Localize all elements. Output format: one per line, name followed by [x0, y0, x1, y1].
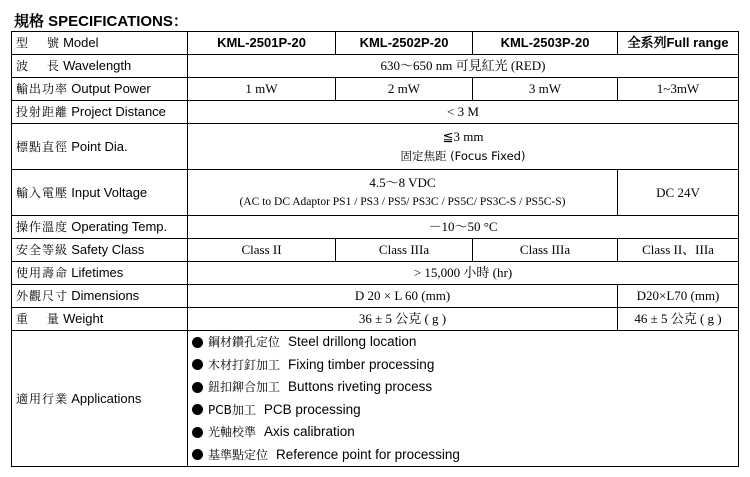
- model-1: KML-2501P-20: [188, 32, 336, 55]
- safety-class-full: Class II、IIIa: [618, 239, 739, 262]
- application-item: 基準點定位 Reference point for processing: [192, 444, 734, 467]
- model-3: KML-2503P-20: [473, 32, 618, 55]
- project-distance-value: < 3 M: [188, 101, 739, 124]
- application-item: 鈕扣鉚合加工 Buttons riveting process: [192, 376, 734, 399]
- row-dimensions: [12, 285, 739, 308]
- row-weight: [12, 308, 739, 331]
- row-applications: [12, 331, 739, 467]
- label-lifetimes: 使用壽命 Lifetimes: [12, 262, 188, 285]
- input-voltage-adaptors: (AC to DC Adaptor PS1 / PS3 / PS5/ PS3C / PS5C/ PS3C-S / PS5C-S): [239, 196, 566, 209]
- bullet-icon: [192, 404, 203, 415]
- output-power-1: 1 mW: [188, 78, 336, 101]
- row-point-dia: [12, 124, 739, 170]
- label-weight: 重 量 Weight: [12, 308, 188, 331]
- label-wavelength: 波 長 Wavelength: [12, 55, 188, 78]
- point-dia-size: ≦3 mm: [442, 128, 484, 144]
- input-voltage-value: [188, 170, 618, 216]
- row-safety-class: [12, 239, 739, 262]
- dimensions-full: D20×L70 (mm): [618, 285, 739, 308]
- output-power-3: 3 mW: [473, 78, 618, 101]
- wavelength-value: 630～650 nm 可見紅光 (RED): [188, 55, 739, 78]
- bullet-icon: [192, 382, 203, 393]
- bullet-icon: [192, 359, 203, 370]
- row-project-distance: [12, 101, 739, 124]
- label-safety-class: 安全等級 Safety Class: [12, 239, 188, 262]
- row-operating-temp: [12, 216, 739, 239]
- output-power-full: 1~3mW: [618, 78, 739, 101]
- label-point-dia: 標點直徑 Point Dia.: [12, 124, 188, 170]
- row-model: [12, 32, 739, 55]
- safety-class-3: Class IIIa: [473, 239, 618, 262]
- label-operating-temp: 操作溫度 Operating Temp.: [12, 216, 188, 239]
- safety-class-1: Class II: [188, 239, 336, 262]
- point-dia-focus: 固定焦距 (Focus Fixed): [400, 149, 526, 164]
- application-item: PCB加工 PCB processing: [192, 399, 734, 422]
- label-applications: 適用行業 Applications: [12, 331, 188, 467]
- operating-temp-value: －10～50 °C: [188, 216, 739, 239]
- dimensions-value: D 20 × L 60 (mm): [188, 285, 618, 308]
- page-title: 規格 SPECIFICATIONS：: [14, 13, 188, 30]
- row-lifetimes: [12, 262, 739, 285]
- application-item: 鋼材鑽孔定位 Steel drillong location: [192, 331, 734, 354]
- model-full-range: 全系列Full range: [618, 32, 739, 55]
- row-wavelength: [12, 55, 739, 78]
- weight-full: 46 ± 5 公克 ( g ): [618, 308, 739, 331]
- specifications-table: [11, 31, 739, 467]
- application-item: 光軸校準 Axis calibration: [192, 421, 734, 444]
- lifetimes-value: > 15,000 小時 (hr): [188, 262, 739, 285]
- applications-list: [188, 331, 739, 467]
- model-2: KML-2502P-20: [336, 32, 473, 55]
- row-input-voltage: [12, 170, 739, 216]
- output-power-2: 2 mW: [336, 78, 473, 101]
- label-output-power: 輸出功率 Output Power: [12, 78, 188, 101]
- application-item: 木材打釘加工 Fixing timber processing: [192, 354, 734, 377]
- input-voltage-full: DC 24V: [618, 170, 739, 216]
- weight-value: 36 ± 5 公克 ( g ): [188, 308, 618, 331]
- bullet-icon: [192, 337, 203, 348]
- bullet-icon: [192, 449, 203, 460]
- label-input-voltage: 輸入電壓 Input Voltage: [12, 170, 188, 216]
- label-dimensions: 外觀尺寸 Dimensions: [12, 285, 188, 308]
- input-voltage-range: 4.5～8 VDC: [369, 174, 436, 190]
- safety-class-2: Class IIIa: [336, 239, 473, 262]
- label-project-distance: 投射距離 Project Distance: [12, 101, 188, 124]
- bullet-icon: [192, 427, 203, 438]
- label-model: 型 號 Model: [12, 32, 188, 55]
- point-dia-value: [188, 124, 739, 170]
- row-output-power: [12, 78, 739, 101]
